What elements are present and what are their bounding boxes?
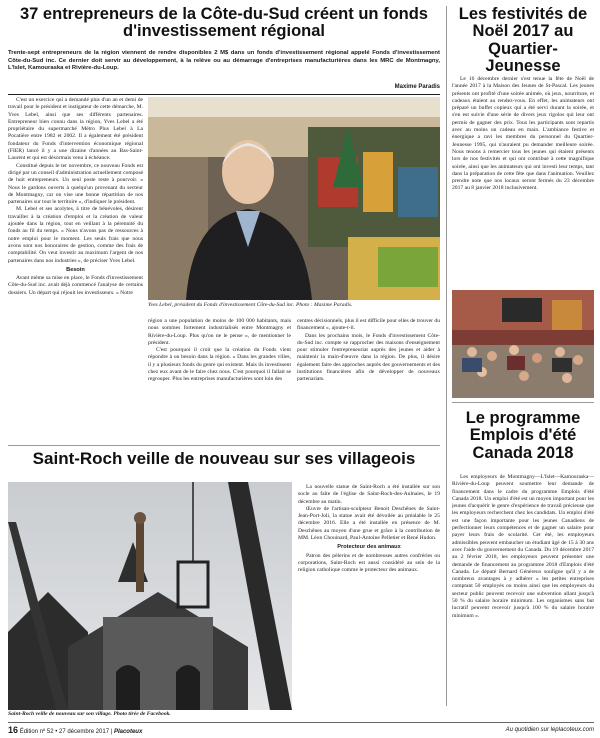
article1-column-1	[8, 97, 143, 431]
article1-photo-caption: Yves Lebel, président du Fonds d'investissement Côte-du-Sud inc. Photo : Maxime Paradis.	[148, 302, 353, 308]
footer-right: Au quotidien sur leplacoteux.com	[505, 727, 594, 733]
paragraph: Les employeurs de Montmagny—L'Islet—Kamouraska—Rivière-du-Loup peuvent soumettre leur demande de financement dans le cadre du programme Emplois d'été Canada 2018. Un emploi d'été est un moyen important pour les jeunes d'acquérir le genre d'expérience de travail précieuse que les employeurs recherchent chez les candidats. Un emploi d'été est une façon importante pour les jeunes Canadiens de perfectionner leurs compétences et de gagner un salaire pour payer leurs frais de scolarité. Cet été, les employeurs admissibles peuvent embaucher un étudiant âgé de 15 à 30 ans avec l'aide du gouvernement du Canada. Du 19 décembre 2017 au 2 février 2018, les employeurs peuvent présenter une demande de financement au programme 2018 d'Emplois d'été Canada. Le député Bernard Généreux souligne qu'il y a de nombreux avantages à y adhérer « les petites entreprises comptant 50 employés ou moins ainsi que les employeurs du secteur public peuvent recevoir une subvention allant jusqu'à 50 % du salaire horaire minimum. Les organismes sans but lucratif peuvent recevoir jusqu'à 100 % du salaire horaire minimum ».	[452, 474, 594, 619]
article4-body	[452, 474, 594, 722]
paragraph: Constitué depuis le ter novembre, ce nouveau Fonds est dirigé par un conseil d'administration actuellement composé de huit entrepreneurs. Un seul poste reste à pourvoir. « Nous le gardons ouverts à quelqu'un provenant du secteur de Montmagny, car on vise une bonne répartition de nos partenaires sur tout le territoire », d'indiquer le président.	[8, 162, 143, 206]
article2-headline: Les festivités de Noël 2017 au Quartier-Jeunesse	[458, 5, 588, 75]
paragraph: M. Lebel et ses acolytes, à titre de bénévoles, désirent travailler à la création d'emploi et la création de valeur ajoutée dans la région, tout en veillant à la pérennité du fonds au fil du temps. « Nous n'avons pas de ressources à notre emploi pour le moment. Les seuls frais que nous avons sont nos honoraires de gestion, comme des frais de comptabilité. On veut investir au maximum l'argent de nos partenaires dans nos industries », de préciser Yves Lebel.	[8, 206, 143, 264]
paragraph: Patron des pèlerins et de nombreuses autres confréries ou corporations, Saint-Roch est aussi considéré au sein de la religion catholique comme le protecteur des animaux.	[298, 552, 440, 574]
article3-body	[298, 484, 440, 704]
article1-photo	[148, 97, 440, 300]
paragraph: Dans les prochains mois, le Fonds d'investissement Côte-du-Sud inc. compte se rapprocher des maisons d'enseignement pour stimuler l'entrepreneuriat auprès des jeunes et aider à maintenir la main-d'œuvre dans la région. De plus, il désire également faire des approches auprès des gouvernements et des institutions financières afin de développer de nouveaux partenariats.	[297, 332, 440, 383]
paragraph: C'est pourquoi il croit que la création du Fonds vient répondre à un besoin dans la région. « Dans les grandes villes, il y a plusieurs fonds du genre qui existent. Mais ils investissent chez eux avant de le faire chez nous. C'est pourquoi il fallait se regrouper. Plus les entreprises manufacturières sont loin des	[148, 347, 291, 383]
article1-column-3	[297, 318, 440, 431]
paragraph: région a une population de moins de 100 000 habitants, mais nous sommes fortement industrialisés entre Montmagny et Rivière-du-Loup. Plus qu'on ne le pense », de mentionner le président.	[148, 318, 291, 346]
article3-photo-caption: Saint-Roch veille de nouveau sur son village. Photo tirée de Facebook.	[8, 711, 171, 717]
paragraph: centres décisionnels, plus il est difficile pour elles de trouver du financement », ajoute-t-il.	[297, 318, 440, 332]
paragraph: Le 16 décembre dernier s'est tenue la fête de Noël de l'année 2017 à la Maison des Jeunes de St-Pascal. Les jeunes présents ont profité d'une soirée animée, où jeux, nourriture, et cadeaux étaient au rendez-vous. En effet, les animateurs ont préparé un buffet copieux qui a été servi durant la soirée, et s'en est suivie d'une série de divers jeux rigolos qui leur ont permis de gagner des prix. Tous les participants sont repartis avec au moins un cadeau en main. L'ambiance festive et énergique a ravi les membres du personnel du Quartier-Jeunesse 1995, qui n'auraient pu demander meilleure soirée. Nous tenons à remercier tous les jeunes qui étaient présents lors de nos festivités et qui ont contribué à cette magnifique soirée, ainsi que les animateurs qui ont investi leur temps, tant dans la préparation de cette fête que dans l'animation. Veuillez prendre note que nos locaux seront fermés du 23 décembre 2017 au 8 janvier 2018 inclusivement.	[452, 76, 594, 192]
paragraph: C'est un exercice qui a demandé plus d'un an et demi de travail pour le président et instigateur de cette démarche, M. Yves Lebel, ainsi que ses différents partenaires. Entrepreneur bien connu dans la région, Yves Lebel a été propriétaire du supermarché Métro Plus Lebel à La Pocatière entre 1982 et 2002. Il a également été président fondateur du Fonds d'intervention économique régional (FIER) lancé il y a une dizaine d'années au Bas-Saint-Laurent et qui est désormais venu à échéance.	[8, 97, 143, 162]
article1-lede: Trente-sept entrepreneurs de la région viennent de rendre disponibles 2 M$ dans un fonds d'investissement régional appelé Fonds d'investissement Côte-du-Sud inc. Ce dernier doit servir au développement, à la relève ou au démarrage d'entreprises manufacturières dans les MRC de Montmagny, L'Islet, Kamouraska et Rivière-du-Loup.	[8, 50, 440, 72]
page-footer	[8, 725, 594, 736]
article4-headline: Le programme Emplois d'été Canada 2018	[465, 409, 581, 462]
edition-info: Édition nº 52 • 27 décembre 2017 |	[19, 729, 113, 735]
article1-headline: 37 entrepreneurs de la Côte-du-Sud créent un fonds d'investissement régional	[20, 5, 428, 41]
paragraph: Avant même sa mise en place, le Fonds d'investissement Côte-du-Sud inc. avait déjà commencé l'analyse de certains dossiers. Un départ qui réjouit les investisseurs. « Notre	[8, 275, 143, 296]
subhead-protecteur: Protecteur des animaux	[337, 544, 401, 551]
article1-byline: Maxime Paradis	[394, 84, 440, 90]
paragraph: Œuvre de l'artisan-sculpteur Benoit Deschênes de Saint-Jean-Port-Joli, la statue avait été dévoilée au préalable le 25 décembre 2016. Elle a été installée en présence de M. Deschênes au moyen d'une grue et grâce à la contribution de MM. Léon Chouinard, Paul-Antoine Pelletier et René Hudon.	[298, 505, 440, 542]
article2-body	[452, 76, 594, 288]
article1-column-2	[148, 318, 291, 431]
paragraph: La nouvelle statue de Saint-Roch a été installée sur son socle au faîte de l'église de Saint-Roch-des-Aulnaies, le 19 décembre au matin.	[298, 484, 440, 505]
subhead-besoin: Besoin	[66, 266, 85, 273]
article2-photo	[452, 290, 594, 398]
article3-headline: Saint-Roch veille de nouveau sur ses villageois	[32, 449, 416, 468]
article3-photo	[8, 482, 292, 710]
page-number: 16	[8, 725, 19, 735]
brand-name: Placoteux	[113, 729, 143, 735]
